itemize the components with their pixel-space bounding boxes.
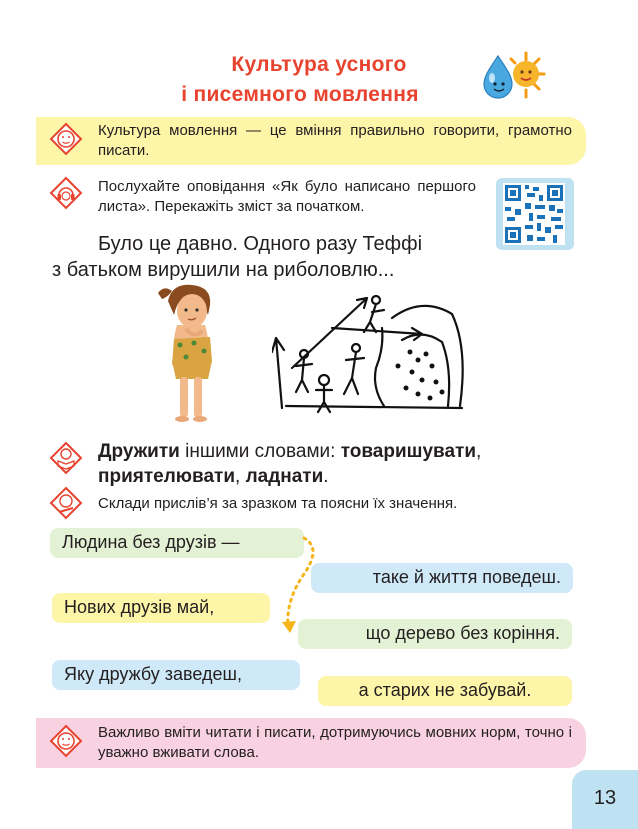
synonyms-end: . [323, 466, 329, 487]
qr-code-icon[interactable] [496, 178, 574, 250]
synonyms-text [98, 439, 574, 489]
proverb-end-3[interactable]: а старих не забувай. [318, 676, 572, 706]
important-face-icon [49, 724, 83, 758]
book-face-icon [49, 441, 83, 475]
synonyms-middle: іншими словами: [179, 441, 341, 462]
synonym-2: приятелювати [98, 466, 235, 487]
synonym-keyword: Дружити [98, 441, 180, 462]
proverb-start-1[interactable]: Людина без друзів — [50, 528, 304, 558]
definition-text: Культура мовлення — це вміння правильно говорити, грамотно писати. [98, 122, 572, 159]
synonym-1: товаришувати [340, 441, 477, 462]
dotted-connector-arrow [276, 534, 326, 638]
drop-and-sun-mascot-icon [478, 50, 548, 100]
page-number: 13 [572, 770, 638, 829]
cave-girl-illustration [150, 281, 230, 426]
story-line-2: з батьком вирушили на риболовлю... [52, 259, 395, 281]
synonym-3: ладнати [245, 466, 324, 487]
synonym-separator-2: , [235, 466, 246, 487]
proverb-end-2[interactable]: що дерево без коріння. [298, 619, 572, 649]
pencil-face-icon [49, 486, 83, 520]
proverb-start-2[interactable]: Нових друзів май, [52, 593, 270, 623]
headphones-face-icon [49, 176, 83, 210]
listening-task-text: Послухайте оповідання «Як було написано першого листа». Перекажіть зміст за початком. [98, 178, 476, 215]
title-line-2: і писемного мовлення [181, 83, 419, 106]
proverbs-task-text: Склади прислів’я за зразком та поясни їх значення. [98, 495, 458, 512]
rule-text: Важливо вміти читати і писати, дотримуючись мовних норм, точно і уважно вживати слова. [98, 724, 572, 761]
proverb-start-3[interactable]: Яку дружбу заведеш, [52, 660, 300, 690]
thinking-face-icon [49, 122, 83, 156]
cave-drawing-illustration [272, 288, 472, 418]
title-line-1: Культура усного [231, 53, 407, 76]
synonym-separator-1: , [476, 441, 482, 462]
story-line-1: Було це давно. Одного разу Теффі [98, 233, 423, 255]
proverb-end-1[interactable]: таке й життя поведеш. [311, 563, 573, 593]
